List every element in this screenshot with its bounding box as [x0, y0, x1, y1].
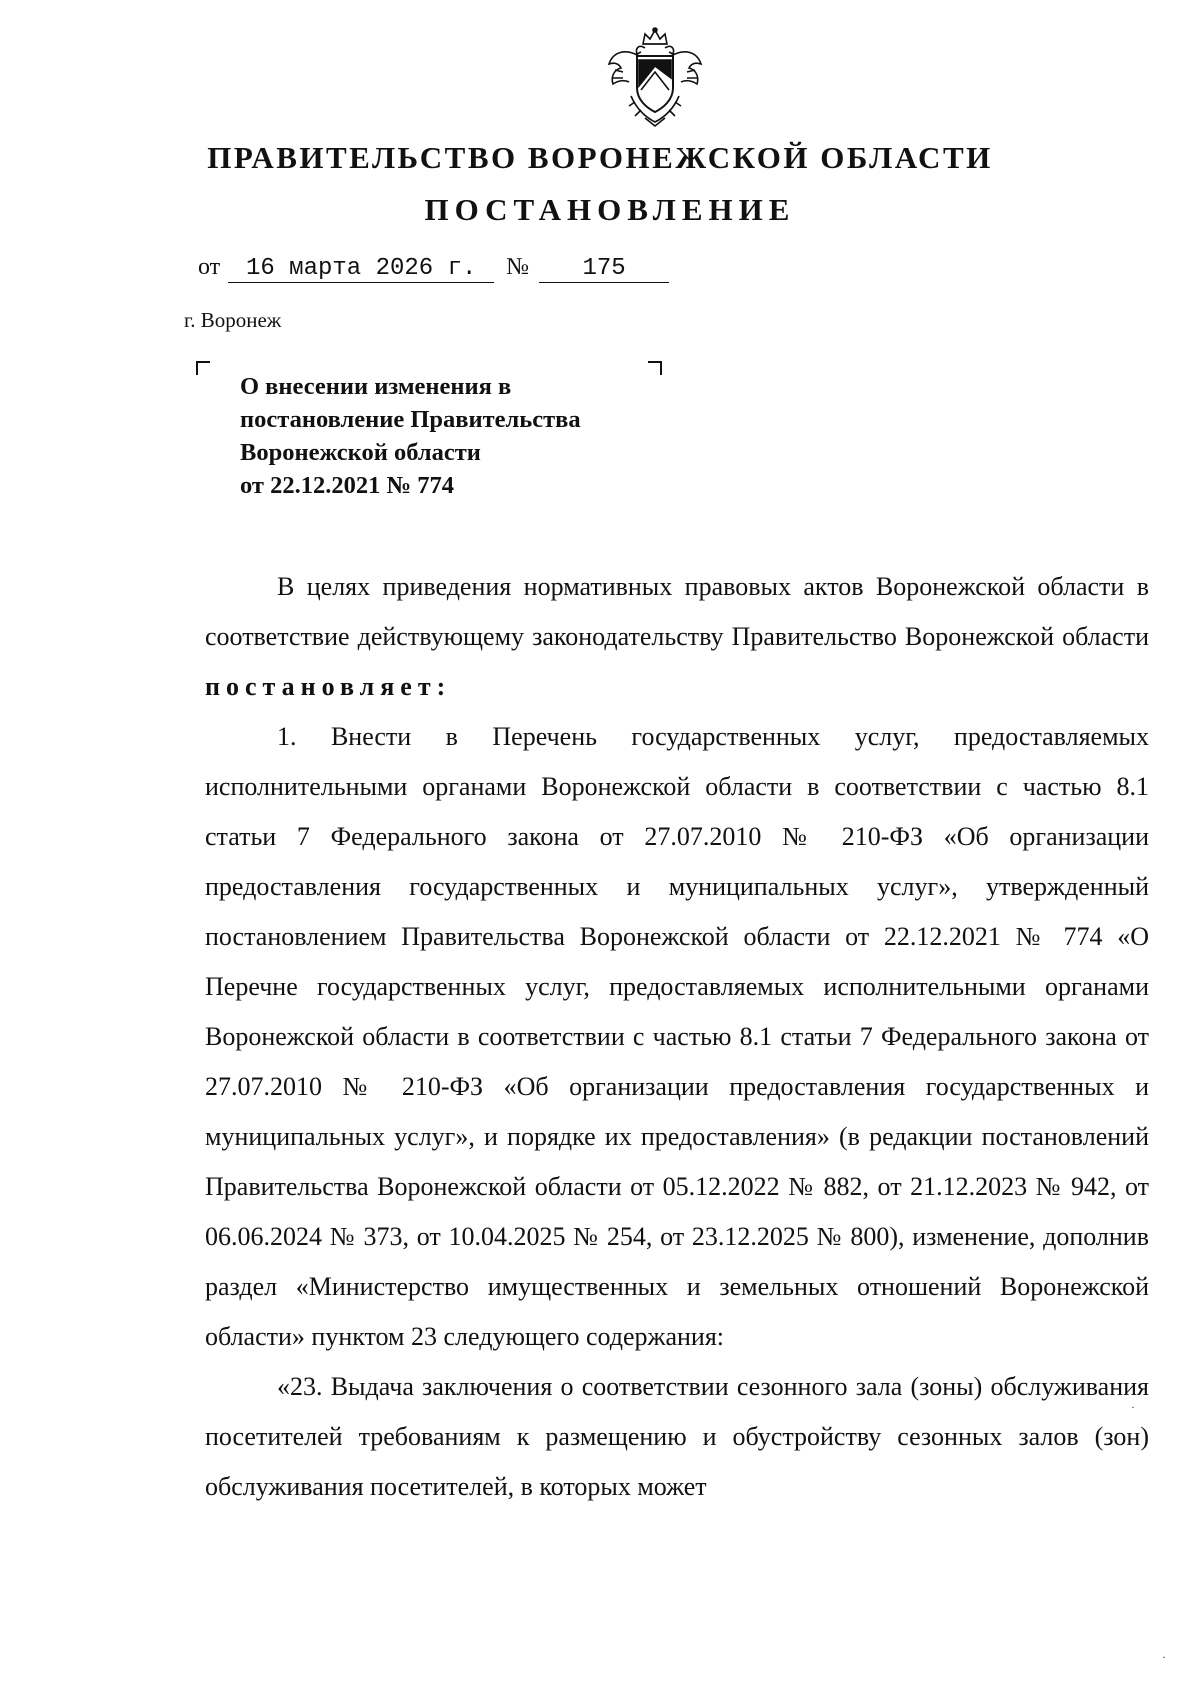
item-23-paragraph: «23. Выдача заключения о соответствии сезонного зала (зоны) обслуживания посетителей требованиям к размещению и обустройству сезонных залов (зон) обслуживания посетителей, в которых может — [205, 1372, 1149, 1501]
resolves-word: постановляет: — [205, 672, 452, 701]
document-body — [205, 562, 1149, 1512]
subject-line: Воронежской области — [240, 439, 481, 466]
number-prefix: № — [506, 254, 530, 280]
subject-line: постановление Правительства — [240, 406, 581, 433]
date-prefix: от — [198, 254, 221, 280]
government-title: ПРАВИТЕЛЬСТВО ВОРОНЕЖСКОЙ ОБЛАСТИ — [207, 140, 993, 175]
subject-line: от 22.12.2021 № 774 — [240, 472, 454, 499]
document-date: 16 марта 2026 г. — [228, 255, 494, 283]
scan-mark: · — [1131, 1400, 1135, 1414]
subject-line: О внесении изменения в — [240, 373, 512, 400]
date-number-line — [198, 254, 669, 283]
subject-corner-left — [196, 361, 210, 375]
document-number: 175 — [539, 255, 669, 283]
scan-mark: · — [1162, 1650, 1166, 1664]
preamble-paragraph — [205, 562, 1149, 712]
city-name: г. Воронеж — [184, 308, 282, 332]
document-subject — [240, 370, 680, 502]
coat-of-arms-icon — [605, 26, 705, 128]
item-1-paragraph: 1. Внести в Перечень государственных услуг, предоставляемых исполнительными органами Воронежской области в соответствии с частью 8.1 статьи 7 Федерального закона от 27.07.2010 № 210-ФЗ «Об организации предоставления государственных и муниципальных услуг», утвержденный постановлением Правительства Воронежской области от 22.12.2021 № 774 «О Перечне государственных услуг, предоставляемых исполнительными органами Воронежской области в соответствии с частью 8.1 статьи 7 Федерального закона от 27.07.2010 № 210-ФЗ «Об организации предоставления государственных и муниципальных услуг», и порядке их предоставления» (в редакции постановлений Правительства Воронежской области от 05.12.2022 № 882, от 21.12.2023 № 942, от 06.06.2024 № 373, от 10.04.2025 № 254, от 23.12.2025 № 800), изменение, дополнив раздел «Министерство имущественных и земельных отношений Воронежской области» пунктом 23 следующего содержания: — [205, 722, 1149, 1351]
preamble-text: В целях приведения нормативных правовых актов Воронежской области в соответствие действующему законодательству Правительство Воронежской области — [205, 572, 1149, 651]
document-type-title: ПОСТАНОВЛЕНИЕ — [424, 192, 796, 227]
